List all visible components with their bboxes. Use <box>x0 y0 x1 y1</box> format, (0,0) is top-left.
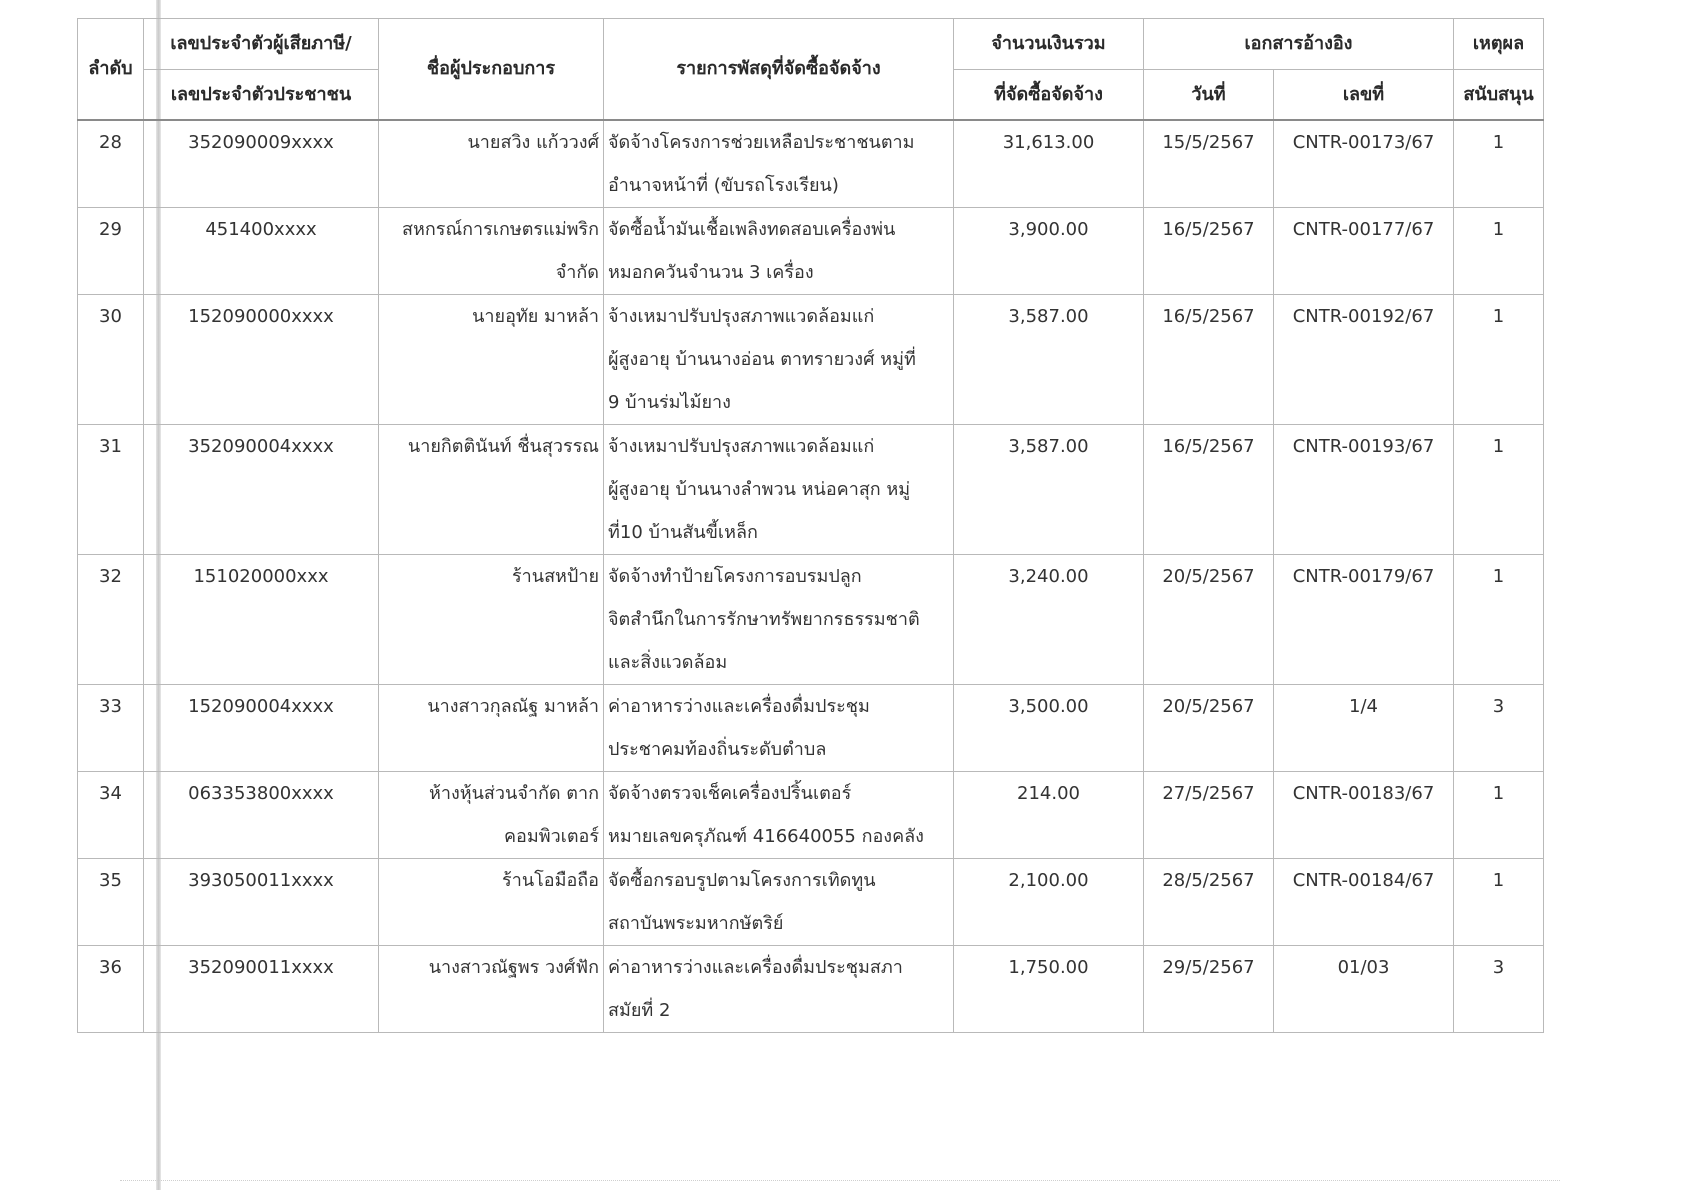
row-reason: 3 <box>1454 685 1544 772</box>
table-row <box>78 208 1544 295</box>
item-line: หมายเลขครุภัณฑ์ 416640055 กองคลัง <box>608 826 924 847</box>
vendor-line: นายสวิง แก้ววงศ์ <box>467 132 599 153</box>
row-reason: 1 <box>1454 425 1544 555</box>
row-amount: 3,587.00 <box>954 295 1144 425</box>
row-vendor <box>379 946 604 1033</box>
row-amount: 3,240.00 <box>954 555 1144 685</box>
item-line: จัดซื้อน้ำมันเชื้อเพลิงทดสอบเครื่องพ่น <box>608 219 896 240</box>
row-vendor <box>379 772 604 859</box>
row-items <box>604 295 954 425</box>
row-items <box>604 120 954 208</box>
row-vendor <box>379 555 604 685</box>
item-line: ผู้สูงอายุ บ้านนางลำพวน หน่อคาสุก หมู่ <box>608 479 911 500</box>
row-date: 16/5/2567 <box>1144 208 1274 295</box>
row-seq: 30 <box>78 295 144 425</box>
table-row <box>78 555 1544 685</box>
row-seq: 31 <box>78 425 144 555</box>
row-reason: 1 <box>1454 295 1544 425</box>
item-line: อำนาจหน้าที่ (ขับรถโรงเรียน) <box>608 175 839 196</box>
item-line: ประชาคมท้องถิ่นระดับตำบล <box>608 739 827 760</box>
item-line: จัดจ้างโครงการช่วยเหลือประชาชนตาม <box>608 132 915 153</box>
header-taxid-line2: เลขประจำตัวประชาชน <box>144 70 379 121</box>
row-taxid: 063353800xxxx <box>144 772 379 859</box>
table-row <box>78 685 1544 772</box>
row-number: CNTR-00193/67 <box>1274 425 1454 555</box>
vendor-line: นายกิตตินันท์ ชื่นสุวรรณ <box>407 436 599 457</box>
table-row <box>78 120 1544 208</box>
row-number: CNTR-00183/67 <box>1274 772 1454 859</box>
header-refdocs: เอกสารอ้างอิง <box>1144 19 1454 70</box>
row-number: CNTR-00184/67 <box>1274 859 1454 946</box>
row-date: 16/5/2567 <box>1144 425 1274 555</box>
table-row <box>78 295 1544 425</box>
item-line: ที่10 บ้านสันขี้เหล็ก <box>608 522 758 543</box>
row-items <box>604 425 954 555</box>
row-seq: 29 <box>78 208 144 295</box>
item-line: ผู้สูงอายุ บ้านนางอ่อน ตาทรายวงศ์ หมู่ที่ <box>608 349 916 370</box>
row-date: 29/5/2567 <box>1144 946 1274 1033</box>
row-taxid: 451400xxxx <box>144 208 379 295</box>
item-line: และสิ่งแวดล้อม <box>608 652 728 673</box>
item-line: 9 บ้านร่มไม้ยาง <box>608 392 731 413</box>
vendor-line: นางสาวณัฐพร วงศ์ฟัก <box>428 957 599 978</box>
row-number: CNTR-00192/67 <box>1274 295 1454 425</box>
row-reason: 1 <box>1454 772 1544 859</box>
item-line: จ้างเหมาปรับปรุงสภาพแวดล้อมแก่ <box>608 306 875 327</box>
row-amount: 3,900.00 <box>954 208 1144 295</box>
row-items <box>604 685 954 772</box>
row-taxid: 352090004xxxx <box>144 425 379 555</box>
item-line: ค่าอาหารว่างและเครื่องดื่มประชุม <box>608 696 870 717</box>
row-vendor <box>379 685 604 772</box>
row-taxid: 352090011xxxx <box>144 946 379 1033</box>
procurement-table <box>77 18 1544 1033</box>
row-number: CNTR-00177/67 <box>1274 208 1454 295</box>
vendor-line: นายอุทัย มาหล้า <box>472 306 599 327</box>
header-amount-line1: จำนวนเงินรวม <box>954 19 1144 70</box>
row-reason: 1 <box>1454 555 1544 685</box>
row-taxid: 152090000xxxx <box>144 295 379 425</box>
row-date: 28/5/2567 <box>1144 859 1274 946</box>
header-items: รายการพัสดุที่จัดซื้อจัดจ้าง <box>604 19 954 121</box>
header-amount-line2: ที่จัดซื้อจัดจ้าง <box>954 70 1144 121</box>
table-row <box>78 859 1544 946</box>
header-vendor: ชื่อผู้ประกอบการ <box>379 19 604 121</box>
vendor-line: นางสาวกุลณัฐ มาหล้า <box>427 696 599 717</box>
row-items <box>604 772 954 859</box>
vendor-line: สหกรณ์การเกษตรแม่พริก <box>402 219 599 240</box>
row-items <box>604 946 954 1033</box>
row-reason: 1 <box>1454 859 1544 946</box>
row-amount: 3,500.00 <box>954 685 1144 772</box>
row-reason: 1 <box>1454 208 1544 295</box>
row-date: 20/5/2567 <box>1144 685 1274 772</box>
row-seq: 33 <box>78 685 144 772</box>
item-line: ค่าอาหารว่างและเครื่องดื่มประชุมสภา <box>608 957 903 978</box>
row-number: 01/03 <box>1274 946 1454 1033</box>
row-amount: 31,613.00 <box>954 120 1144 208</box>
row-seq: 35 <box>78 859 144 946</box>
row-vendor <box>379 425 604 555</box>
row-seq: 36 <box>78 946 144 1033</box>
row-date: 16/5/2567 <box>1144 295 1274 425</box>
item-line: จ้างเหมาปรับปรุงสภาพแวดล้อมแก่ <box>608 436 875 457</box>
row-vendor <box>379 208 604 295</box>
item-line: สถาบันพระมหากษัตริย์ <box>608 913 784 934</box>
row-items <box>604 555 954 685</box>
row-taxid: 352090009xxxx <box>144 120 379 208</box>
row-date: 27/5/2567 <box>1144 772 1274 859</box>
vendor-line: ร้านโอมือถือ <box>502 870 599 891</box>
table-row <box>78 946 1544 1033</box>
row-taxid: 393050011xxxx <box>144 859 379 946</box>
row-amount: 1,750.00 <box>954 946 1144 1033</box>
header-taxid-line1: เลขประจำตัวผู้เสียภาษี/ <box>144 19 379 70</box>
item-line: จิตสำนึกในการรักษาทรัพยากรธรรมชาติ <box>608 609 920 630</box>
row-items <box>604 208 954 295</box>
row-vendor <box>379 295 604 425</box>
item-line: จัดจ้างทำป้ายโครงการอบรมปลูก <box>608 566 862 587</box>
row-amount: 214.00 <box>954 772 1144 859</box>
row-amount: 2,100.00 <box>954 859 1144 946</box>
table-body <box>78 120 1544 1033</box>
vendor-line: คอมพิวเตอร์ <box>503 826 599 847</box>
row-taxid: 151020000xxx <box>144 555 379 685</box>
table-row <box>78 772 1544 859</box>
row-vendor <box>379 859 604 946</box>
row-seq: 32 <box>78 555 144 685</box>
item-line: สมัยที่ 2 <box>608 1000 671 1021</box>
item-line: หมอกควันจำนวน 3 เครื่อง <box>608 262 814 283</box>
header-number: เลขที่ <box>1274 70 1454 121</box>
row-vendor <box>379 120 604 208</box>
row-date: 20/5/2567 <box>1144 555 1274 685</box>
row-reason: 1 <box>1454 120 1544 208</box>
row-reason: 3 <box>1454 946 1544 1033</box>
scan-artifact-dots <box>120 1180 1560 1183</box>
item-line: จัดซื้อกรอบรูปตามโครงการเทิดทูน <box>608 870 876 891</box>
row-amount: 3,587.00 <box>954 425 1144 555</box>
row-number: CNTR-00179/67 <box>1274 555 1454 685</box>
row-number: CNTR-00173/67 <box>1274 120 1454 208</box>
row-items <box>604 859 954 946</box>
row-seq: 28 <box>78 120 144 208</box>
table-row <box>78 425 1544 555</box>
item-line: จัดจ้างตรวจเช็คเครื่องปริ้นเตอร์ <box>608 783 852 804</box>
header-date: วันที่ <box>1144 70 1274 121</box>
header-reason-line2: สนับสนุน <box>1454 70 1544 121</box>
header-reason-line1: เหตุผล <box>1454 19 1544 70</box>
row-number: 1/4 <box>1274 685 1454 772</box>
vendor-line: ห้างหุ้นส่วนจำกัด ตาก <box>429 783 599 804</box>
vendor-line: ร้านสหป้าย <box>511 566 599 587</box>
header-seq: ลำดับ <box>78 19 144 121</box>
vendor-line: จำกัด <box>555 262 599 283</box>
row-seq: 34 <box>78 772 144 859</box>
row-taxid: 152090004xxxx <box>144 685 379 772</box>
row-date: 15/5/2567 <box>1144 120 1274 208</box>
